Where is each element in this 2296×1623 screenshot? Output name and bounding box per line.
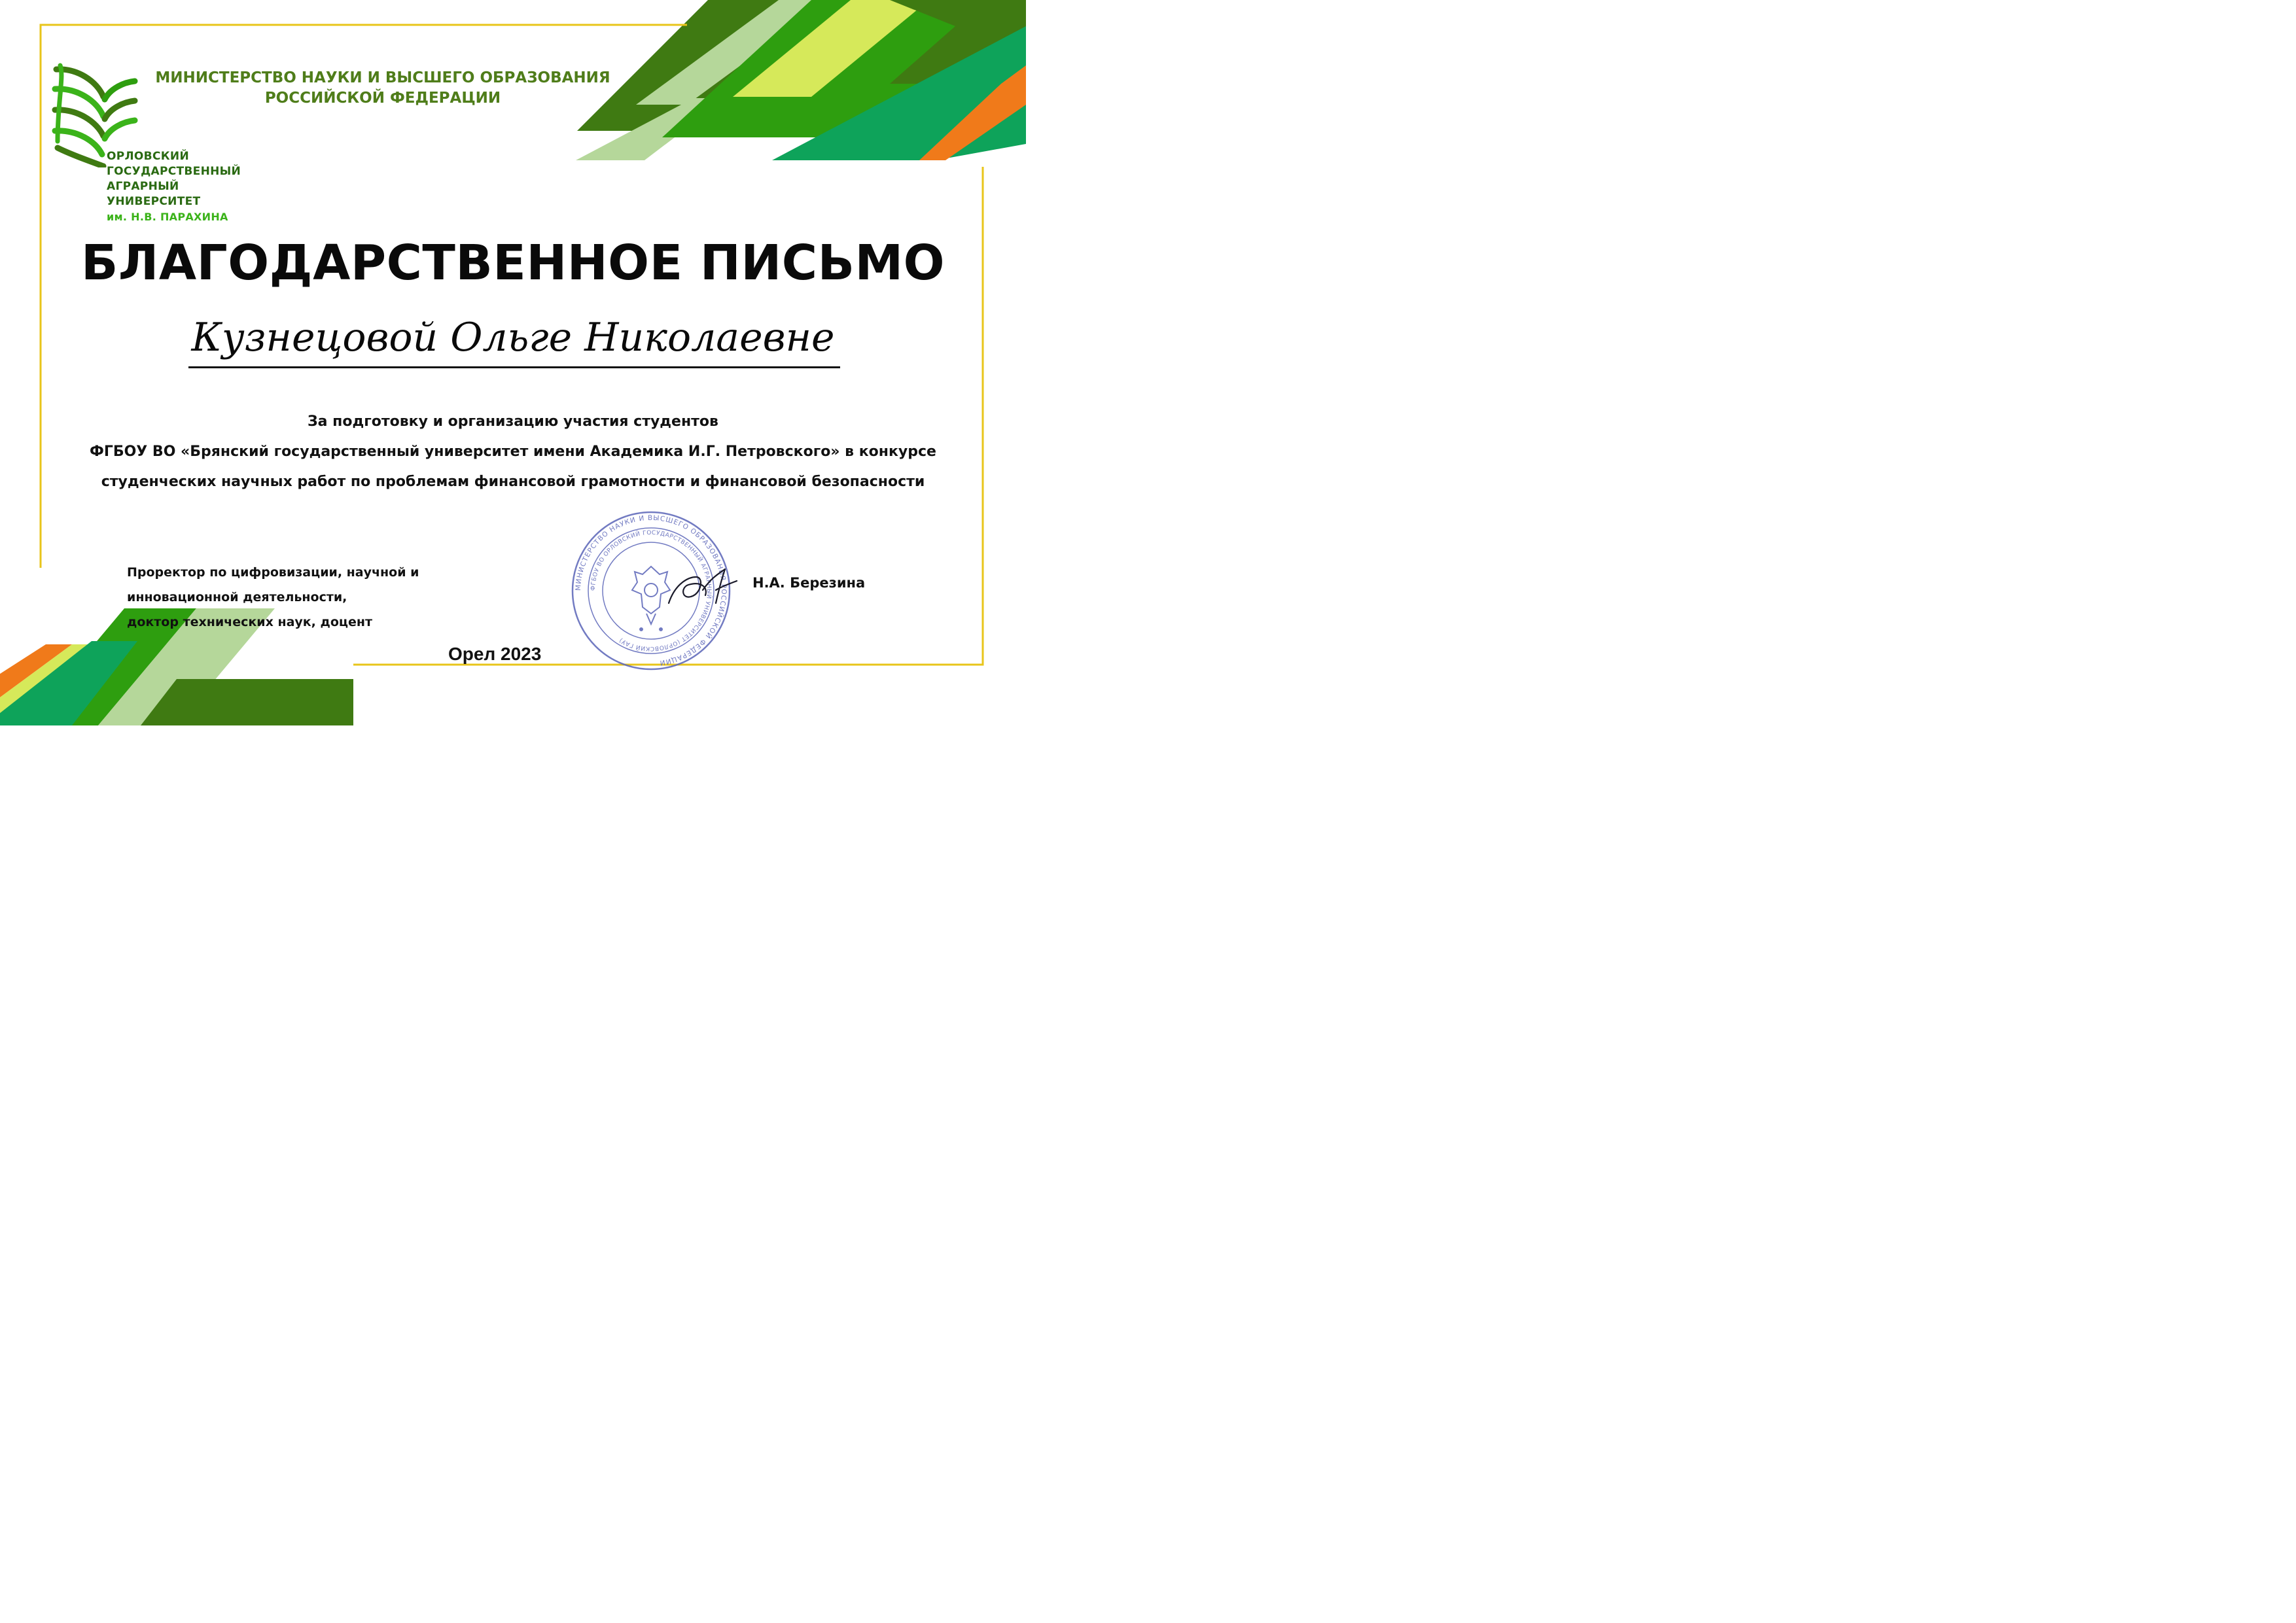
seal-outer-text: МИНИСТЕРСТВО НАУКИ И ВЫСШЕГО ОБРАЗОВАНИЯ РОССИЙСКОЙ ФЕДЕРАЦИИ xyxy=(574,514,728,667)
signer-role-line-2: инновационной деятельности, xyxy=(127,590,347,604)
recipient-name: Кузнецовой Ольге Николаевне xyxy=(191,315,835,360)
reason-line-2: ФГБОУ ВО «Брянский государственный университет имени Академика И.Г. Петровского» в конкурсе xyxy=(90,444,936,460)
signer-name: Н.А. Березина xyxy=(752,575,866,591)
reason-line-1: За подготовку и организацию участия студентов xyxy=(308,413,718,430)
university-name xyxy=(107,149,241,224)
ministry-line-2: РОССИЙСКОЙ ФЕДЕРАЦИИ xyxy=(264,90,501,107)
ministry-line-1: МИНИСТЕРСТВО НАУКИ И ВЫСШЕГО ОБРАЗОВАНИЯ xyxy=(155,69,610,86)
university-line-1: ОРЛОВСКИЙ xyxy=(107,150,189,163)
university-line-2: ГОСУДАРСТВЕННЫЙ xyxy=(107,165,241,178)
university-named-after: им. Н.В. ПАРАХИНА xyxy=(107,211,228,223)
university-line-3: АГРАРНЫЙ xyxy=(107,180,179,193)
signer-role xyxy=(127,560,419,635)
document-title: БЛАГОДАРСТВЕННОЕ ПИСЬМО xyxy=(80,235,945,291)
handwritten-signature-icon xyxy=(662,557,741,616)
university-line-4: УНИВЕРСИТЕТ xyxy=(107,195,201,208)
signer-role-line-3: доктор технических наук, доцент xyxy=(127,615,373,629)
certificate-page xyxy=(0,0,1026,725)
award-reason xyxy=(0,407,1026,497)
ministry-header xyxy=(131,68,635,109)
place-year: Орел 2023 xyxy=(448,644,542,664)
signer-role-line-1: Проректор по цифровизации, научной и xyxy=(127,565,419,580)
reason-line-3: студенческих научных работ по проблемам финансовой грамотности и финансовой безопасности xyxy=(101,474,925,490)
recipient-underline xyxy=(188,366,840,368)
seal-inner-text: ФГБОУ ВО ОРЛОВСКИЙ ГОСУДАРСТВЕННЫЙ АГРАРНЫЙ УНИВЕРСИТЕТ (ОРЛОВСКИЙ ГАУ) xyxy=(590,529,713,652)
